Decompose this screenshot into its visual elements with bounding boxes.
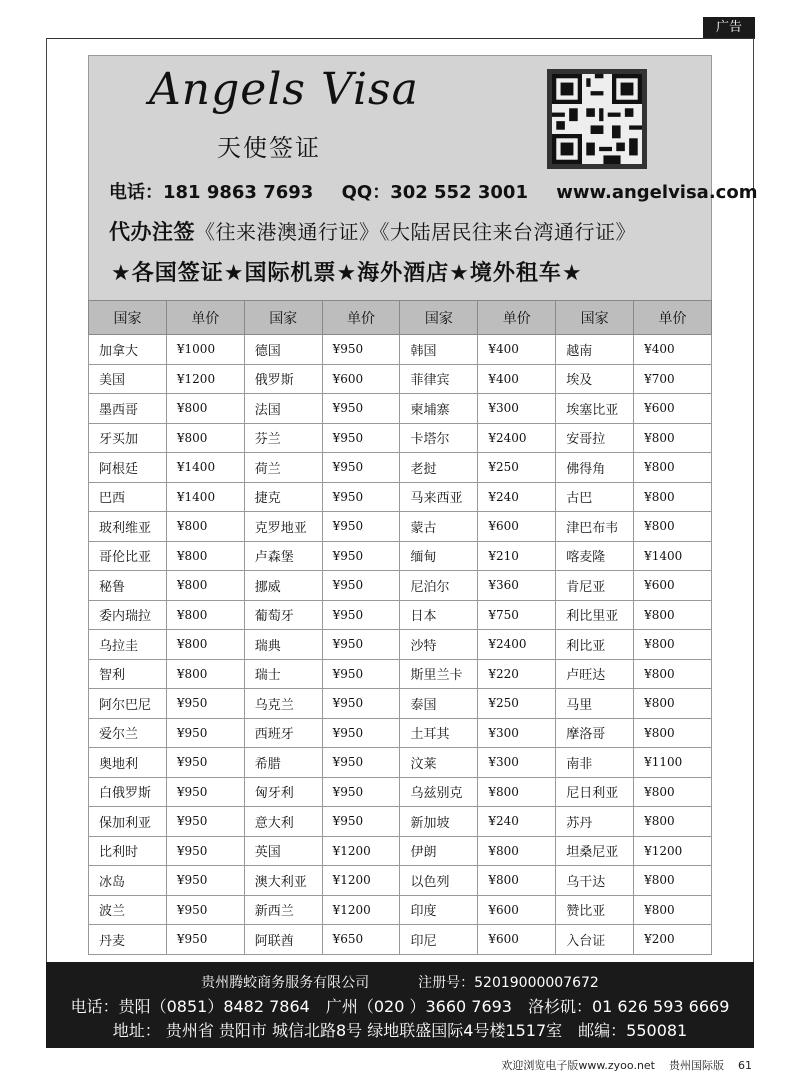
country-cell: 利比亚	[556, 630, 634, 660]
service-prefix: 代办注签	[109, 220, 195, 244]
country-cell: 安哥拉	[556, 423, 634, 453]
price-cell: ¥950	[322, 335, 400, 365]
price-cell: ¥1000	[166, 335, 244, 365]
country-cell: 美国	[89, 364, 167, 394]
country-cell: 瑞士	[244, 659, 322, 689]
table-row	[89, 364, 712, 394]
logo-chinese: 天使签证	[217, 134, 321, 162]
country-cell: 委内瑞拉	[89, 600, 167, 630]
country-cell: 赞比亚	[556, 895, 634, 925]
advert-header	[88, 55, 758, 301]
website-link[interactable]: www.angelvisa.com	[556, 182, 758, 203]
country-cell: 比利时	[89, 836, 167, 866]
country-cell: 德国	[244, 335, 322, 365]
table-row	[89, 630, 712, 660]
price-cell: ¥1200	[322, 895, 400, 925]
price-cell: ¥800	[166, 394, 244, 424]
country-cell: 牙买加	[89, 423, 167, 453]
ad-label: 广告	[703, 17, 755, 39]
country-cell: 马里	[556, 689, 634, 719]
country-cell: 佛得角	[556, 453, 634, 483]
price-cell: ¥800	[634, 423, 712, 453]
price-cell: ¥600	[478, 925, 556, 955]
price-cell: ¥800	[166, 423, 244, 453]
country-cell: 津巴布韦	[556, 512, 634, 542]
price-cell: ¥800	[634, 777, 712, 807]
price-cell: ¥800	[634, 512, 712, 542]
contact-line	[109, 178, 758, 204]
price-cell: ¥950	[322, 777, 400, 807]
country-cell: 墨西哥	[89, 394, 167, 424]
table-row	[89, 777, 712, 807]
price-cell: ¥800	[634, 659, 712, 689]
price-cell: ¥200	[634, 925, 712, 955]
country-cell: 巴西	[89, 482, 167, 512]
country-cell: 希腊	[244, 748, 322, 778]
country-cell: 西班牙	[244, 718, 322, 748]
table-row	[89, 423, 712, 453]
company-footer	[46, 962, 754, 1048]
price-cell: ¥600	[634, 571, 712, 601]
country-cell: 丹麦	[89, 925, 167, 955]
column-header-country: 国家	[89, 301, 167, 335]
qr-code-icon	[547, 69, 647, 169]
country-cell: 利比里亚	[556, 600, 634, 630]
price-cell: ¥1100	[634, 748, 712, 778]
column-header-price: 单价	[166, 301, 244, 335]
country-cell: 新加坡	[400, 807, 478, 837]
price-cell: ¥950	[166, 866, 244, 896]
price-cell: ¥1200	[166, 364, 244, 394]
registration-number: 注册号：52019000007672	[418, 975, 599, 991]
country-cell: 菲律宾	[400, 364, 478, 394]
table-row	[89, 836, 712, 866]
country-cell: 缅甸	[400, 541, 478, 571]
table-row	[89, 718, 712, 748]
price-cell: ¥950	[322, 689, 400, 719]
price-cell: ¥300	[478, 718, 556, 748]
price-cell: ¥950	[322, 630, 400, 660]
country-cell: 爱尔兰	[89, 718, 167, 748]
country-cell: 韩国	[400, 335, 478, 365]
price-cell: ¥800	[634, 718, 712, 748]
country-cell: 荷兰	[244, 453, 322, 483]
price-cell: ¥950	[322, 482, 400, 512]
price-cell: ¥950	[322, 571, 400, 601]
edition-name: 贵州国际版	[669, 1059, 724, 1072]
price-cell: ¥1200	[322, 866, 400, 896]
country-cell: 柬埔寨	[400, 394, 478, 424]
country-cell: 波兰	[89, 895, 167, 925]
country-cell: 克罗地亚	[244, 512, 322, 542]
price-cell: ¥950	[322, 807, 400, 837]
price-cell: ¥950	[322, 748, 400, 778]
country-cell: 秘鲁	[89, 571, 167, 601]
country-cell: 土耳其	[400, 718, 478, 748]
price-cell: ¥800	[478, 777, 556, 807]
country-cell: 印尼	[400, 925, 478, 955]
qq-text: QQ：302 552 3001	[341, 182, 528, 203]
country-cell: 玻利维亚	[89, 512, 167, 542]
table-row	[89, 482, 712, 512]
price-cell: ¥800	[634, 689, 712, 719]
country-cell: 意大利	[244, 807, 322, 837]
country-cell: 尼泊尔	[400, 571, 478, 601]
country-cell: 斯里兰卡	[400, 659, 478, 689]
price-cell: ¥950	[166, 925, 244, 955]
country-cell: 阿根廷	[89, 453, 167, 483]
column-header-price: 单价	[322, 301, 400, 335]
price-cell: ¥800	[634, 482, 712, 512]
country-cell: 奥地利	[89, 748, 167, 778]
country-cell: 肯尼亚	[556, 571, 634, 601]
country-cell: 法国	[244, 394, 322, 424]
price-cell: ¥950	[166, 777, 244, 807]
price-cell: ¥800	[478, 836, 556, 866]
country-cell: 葡萄牙	[244, 600, 322, 630]
country-cell: 智利	[89, 659, 167, 689]
country-cell: 保加利亚	[89, 807, 167, 837]
country-cell: 挪威	[244, 571, 322, 601]
price-cell: ¥2400	[478, 423, 556, 453]
price-cell: ¥950	[166, 748, 244, 778]
price-cell: ¥800	[166, 600, 244, 630]
table-row	[89, 453, 712, 483]
price-cell: ¥1200	[322, 836, 400, 866]
table-row	[89, 512, 712, 542]
country-cell: 乌拉圭	[89, 630, 167, 660]
column-header-country: 国家	[244, 301, 322, 335]
table-row	[89, 925, 712, 955]
price-cell: ¥950	[166, 895, 244, 925]
country-cell: 越南	[556, 335, 634, 365]
price-cell: ¥800	[166, 512, 244, 542]
price-cell: ¥400	[634, 335, 712, 365]
service-line	[109, 216, 636, 246]
services-list: ★各国签证★国际机票★海外酒店★境外租车★	[111, 261, 583, 286]
country-cell: 捷克	[244, 482, 322, 512]
country-cell: 英国	[244, 836, 322, 866]
price-cell: ¥800	[166, 571, 244, 601]
country-cell: 澳大利亚	[244, 866, 322, 896]
price-cell: ¥950	[166, 807, 244, 837]
country-cell: 乌兹别克	[400, 777, 478, 807]
country-cell: 新西兰	[244, 895, 322, 925]
footer-address: 地址： 贵州省 贵阳市 城信北路8号 绿地联盛国际4号楼1517室 邮编：550081	[112, 1021, 688, 1040]
column-header-country: 国家	[556, 301, 634, 335]
price-cell: ¥1400	[166, 482, 244, 512]
country-cell: 印度	[400, 895, 478, 925]
price-cell: ¥400	[478, 364, 556, 394]
country-cell: 马来西亚	[400, 482, 478, 512]
country-cell: 摩洛哥	[556, 718, 634, 748]
price-cell: ¥300	[478, 748, 556, 778]
price-table-body	[89, 335, 712, 955]
country-cell: 入台证	[556, 925, 634, 955]
table-row	[89, 866, 712, 896]
country-cell: 匈牙利	[244, 777, 322, 807]
country-cell: 泰国	[400, 689, 478, 719]
column-header-country: 国家	[400, 301, 478, 335]
country-cell: 卡塔尔	[400, 423, 478, 453]
country-cell: 阿尔巴尼	[89, 689, 167, 719]
country-cell: 伊朗	[400, 836, 478, 866]
country-cell: 坦桑尼亚	[556, 836, 634, 866]
price-cell: ¥1400	[634, 541, 712, 571]
table-row	[89, 541, 712, 571]
price-cell: ¥950	[322, 453, 400, 483]
price-cell: ¥800	[634, 630, 712, 660]
price-cell: ¥950	[322, 423, 400, 453]
country-cell: 蒙古	[400, 512, 478, 542]
qr-code-graphic	[552, 74, 642, 164]
header-row	[89, 301, 712, 335]
price-cell: ¥1200	[634, 836, 712, 866]
country-cell: 沙特	[400, 630, 478, 660]
table-row	[89, 807, 712, 837]
price-cell: ¥750	[478, 600, 556, 630]
company-line	[46, 972, 754, 992]
company-name: 贵州腾蛟商务服务有限公司	[201, 975, 370, 991]
table-row	[89, 689, 712, 719]
table-row	[89, 895, 712, 925]
page-footer	[487, 1057, 752, 1073]
country-cell: 阿联酋	[244, 925, 322, 955]
price-cell: ¥800	[166, 541, 244, 571]
country-cell: 埃塞比亚	[556, 394, 634, 424]
service-documents: 《往来港澳通行证》《大陆居民往来台湾通行证》	[195, 220, 636, 244]
country-cell: 汶莱	[400, 748, 478, 778]
phone-text: 电话：181 9863 7693	[109, 182, 314, 203]
country-cell: 喀麦隆	[556, 541, 634, 571]
price-cell: ¥950	[322, 600, 400, 630]
country-cell: 乌干达	[556, 866, 634, 896]
country-cell: 埃及	[556, 364, 634, 394]
price-table	[88, 300, 712, 955]
price-cell: ¥800	[478, 866, 556, 896]
column-header-price: 单价	[478, 301, 556, 335]
country-cell: 南非	[556, 748, 634, 778]
country-cell: 卢旺达	[556, 659, 634, 689]
country-cell: 俄罗斯	[244, 364, 322, 394]
country-cell: 古巴	[556, 482, 634, 512]
price-cell: ¥800	[166, 630, 244, 660]
price-cell: ¥360	[478, 571, 556, 601]
price-cell: ¥220	[478, 659, 556, 689]
table-row	[89, 600, 712, 630]
price-cell: ¥1400	[166, 453, 244, 483]
price-cell: ¥800	[634, 600, 712, 630]
table-row	[89, 394, 712, 424]
price-cell: ¥800	[166, 659, 244, 689]
country-cell: 乌克兰	[244, 689, 322, 719]
country-cell: 哥伦比亚	[89, 541, 167, 571]
table-row	[89, 335, 712, 365]
price-cell: ¥240	[478, 807, 556, 837]
logo-english: Angels Visa	[149, 64, 419, 115]
table-row	[89, 659, 712, 689]
country-cell: 日本	[400, 600, 478, 630]
price-cell: ¥600	[478, 512, 556, 542]
price-cell: ¥950	[166, 718, 244, 748]
price-cell: ¥950	[322, 394, 400, 424]
price-cell: ¥210	[478, 541, 556, 571]
price-cell: ¥800	[634, 453, 712, 483]
price-cell: ¥250	[478, 689, 556, 719]
price-cell: ¥950	[166, 836, 244, 866]
price-cell: ¥600	[634, 394, 712, 424]
price-cell: ¥650	[322, 925, 400, 955]
price-cell: ¥600	[478, 895, 556, 925]
price-cell: ¥950	[322, 718, 400, 748]
price-cell: ¥240	[478, 482, 556, 512]
country-cell: 以色列	[400, 866, 478, 896]
price-cell: ¥800	[634, 807, 712, 837]
country-cell: 加拿大	[89, 335, 167, 365]
price-cell: ¥600	[322, 364, 400, 394]
price-cell: ¥950	[322, 541, 400, 571]
country-cell: 芬兰	[244, 423, 322, 453]
price-cell: ¥400	[478, 335, 556, 365]
price-cell: ¥950	[322, 659, 400, 689]
country-cell: 卢森堡	[244, 541, 322, 571]
price-cell: ¥700	[634, 364, 712, 394]
footer-phones: 电话：贵阳（0851）8482 7864 广州（020 ）3660 7693 洛杉矶：01 626 593 6669	[70, 997, 730, 1016]
price-cell: ¥800	[634, 866, 712, 896]
price-cell: ¥950	[166, 689, 244, 719]
table-row	[89, 748, 712, 778]
price-table-header	[89, 301, 712, 335]
price-cell: ¥950	[322, 512, 400, 542]
country-cell: 尼日利亚	[556, 777, 634, 807]
price-cell: ¥300	[478, 394, 556, 424]
column-header-price: 单价	[634, 301, 712, 335]
country-cell: 瑞典	[244, 630, 322, 660]
price-cell: ¥800	[634, 895, 712, 925]
price-cell: ¥2400	[478, 630, 556, 660]
country-cell: 苏丹	[556, 807, 634, 837]
country-cell: 白俄罗斯	[89, 777, 167, 807]
edition-site[interactable]: 欢迎浏览电子版www.zyoo.net	[501, 1059, 655, 1072]
country-cell: 冰岛	[89, 866, 167, 896]
country-cell: 老挝	[400, 453, 478, 483]
table-row	[89, 571, 712, 601]
price-cell: ¥250	[478, 453, 556, 483]
page-number: 61	[738, 1059, 752, 1072]
